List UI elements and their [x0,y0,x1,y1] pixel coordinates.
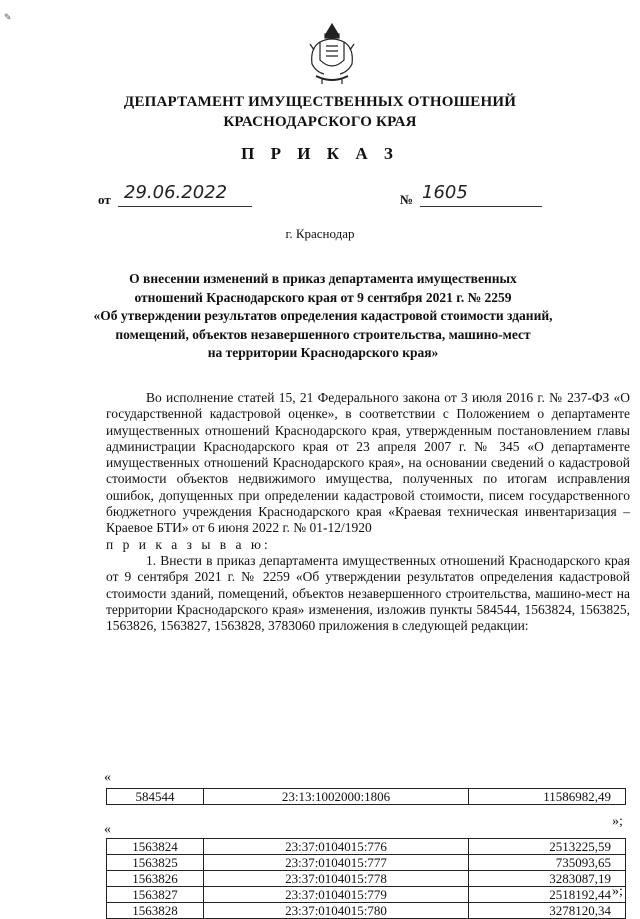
close-quote: »; [612,884,623,899]
table-cell-number: 1563828 [107,903,204,919]
table-cell-cadastral: 23:37:0104015:776 [204,839,469,855]
number-handwritten: 1605 [422,182,468,203]
subject-line: О внесении изменений в приказ департамента имущественных [129,271,517,286]
table-2 [106,838,626,919]
table-cell-cadastral: 23:37:0104015:778 [204,871,469,887]
table-cell-value: 3278120,34 [469,903,626,919]
date-prefix: от [98,192,111,207]
scan-mark: ✎ [4,12,12,22]
subject-line: «Об утверждении результатов определения кадастровой стоимости зданий, [93,308,553,323]
table-cell-value: 3283087,19 [469,871,626,887]
preamble-paragraph: Во исполнение статей 15, 21 Федерального закона от 3 июля 2016 г. № 237-ФЗ «О государственной кадастровой оценке», в соответствии с Положением о департаменте имущественных отношений Краснодарского края, утвержденным постановлением главы администрации Краснодарского края от 23 апреля 2007 г. № 345 «О департаменте имущественных отношений Краснодарского края», на основании сведений о кадастровой стоимости объектов недвижимого имущества, полученных по итогам исправления ошибок, допущенных при определении кадастровой стоимости, писем государственного бюджетного учреждения Краснодарского края «Краевая техническая инвентаризация – Краевое БТИ» от 6 июня 2022 г. № 01-12/1920 [106,390,630,536]
table-1 [106,788,626,805]
table-cell-number: 1563826 [107,871,204,887]
table-row [107,855,626,871]
coat-of-arms-emblem [306,20,358,86]
subject-line: отношений Краснодарского края от 9 сентября 2021 г. № 2259 [134,289,512,305]
number-prefix: № [400,192,414,207]
table-cell-value: 2513225,59 [469,839,626,855]
table-cell-cadastral: 23:13:1002000:1806 [204,789,469,805]
table-row [107,903,626,919]
city-name: г. Краснодар [285,226,355,241]
table-row [107,789,626,805]
table-cell-value: 11586982,49 [469,789,626,805]
number-underline [420,184,542,207]
date-handwritten: 29.06.2022 [124,182,228,203]
table-cell-number: 1563827 [107,887,204,903]
table-row [107,871,626,887]
table-cell-number: 1563824 [107,839,204,855]
table-cell-value: 2518192,44 [469,887,626,903]
open-quote: « [104,822,111,837]
table-cell-number: 1563825 [107,855,204,871]
table-cell-cadastral: 23:37:0104015:779 [204,887,469,903]
table-cell-number: 584544 [107,789,204,805]
close-quote: »; [612,814,623,829]
table-row [107,839,626,855]
department-name-line1: ДЕПАРТАМЕНТ ИМУЩЕСТВЕННЫХ ОТНОШЕНИЙ [123,94,517,110]
document-type-title: П Р И К А З [241,144,399,163]
table-cell-cadastral: 23:37:0104015:780 [204,903,469,919]
table-cell-value: 735093,65 [469,855,626,871]
subject-line: помещений, объектов незавершенного строительства, машино-мест [115,326,531,342]
table-cell-cadastral: 23:37:0104015:777 [204,855,469,871]
order-word: п р и к а з ы в а ю: [106,536,271,552]
item-1-paragraph: 1. Внести в приказ департамента имущественных отношений Краснодарского края от 9 сентября 2021 г. № 2259 «Об утверждении результатов определения кадастровой стоимости зданий, помещений, объектов незавершенного строительства, машино-мест на территории Краснодарского края» изменения, изложив пункты 584544, 1563824, 1563825, 1563826, 1563827, 1563828, 3783060 приложения в следующей редакции: [106,552,630,634]
date-underline [118,184,252,207]
open-quote: « [104,770,111,785]
order-body [106,390,630,634]
department-name-line2: КРАСНОДАРСКОГО КРАЯ [223,114,417,130]
subject-line: на территории Краснодарского края» [207,345,439,360]
order-subject [93,270,553,363]
table-row [107,887,626,903]
